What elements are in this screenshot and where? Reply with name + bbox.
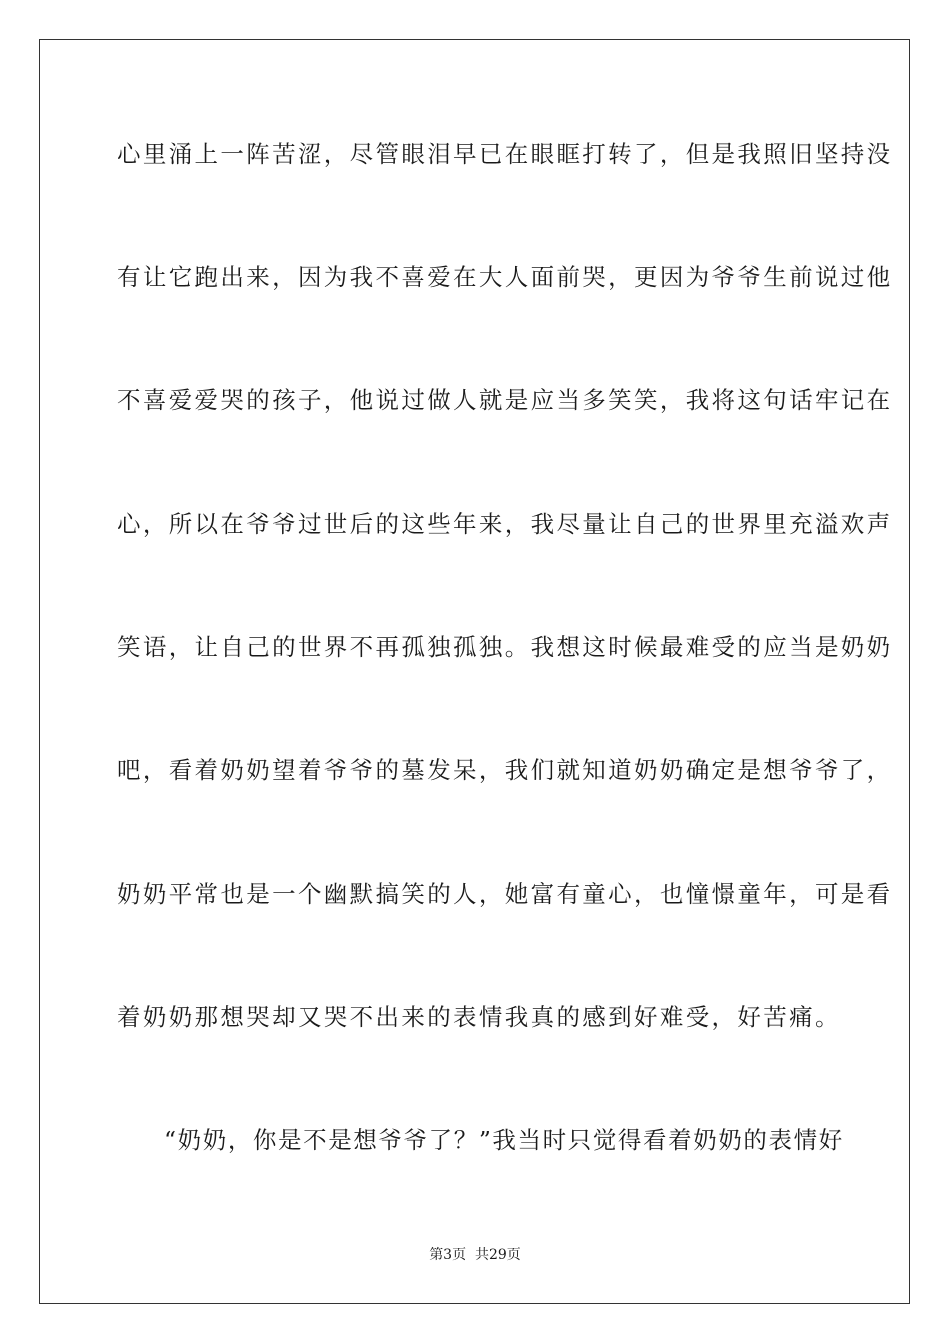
text-line-6: 吧，看着奶奶望着爷爷的墓发呆，我们就知道奶奶确定是想爷爷了， — [117, 756, 893, 784]
text-line-1: 心里涌上一阵苦涩，尽管眼泪早已在眼眶打转了，但是我照旧坚持没 — [117, 140, 893, 168]
text-line-2: 有让它跑出来，因为我不喜爱在大人面前哭，更因为爷爷生前说过他 — [117, 263, 893, 291]
text-line-4: 心，所以在爷爷过世后的这些年来，我尽量让自己的世界里充溢欢声 — [117, 510, 893, 538]
text-line-3: 不喜爱爱哭的孩子，他说过做人就是应当多笑笑，我将这句话牢记在 — [117, 386, 893, 414]
text-line-7: 奶奶平常也是一个幽默搞笑的人，她富有童心，也憧憬童年，可是看 — [117, 880, 893, 908]
text-line-5: 笑语，让自己的世界不再孤独孤独。我想这时候最难受的应当是奶奶 — [117, 633, 893, 661]
text-line-8: 着奶奶那想哭却又哭不出来的表情我真的感到好难受，好苦痛。 — [117, 1003, 841, 1031]
text-line-9-paragraph-start: “奶奶，你是不是想爷爷了？”我当时只觉得看着奶奶的表情好 — [164, 1126, 844, 1154]
page-border — [39, 39, 910, 1304]
page-number-footer: 第3页 共29页 — [429, 1247, 521, 1263]
